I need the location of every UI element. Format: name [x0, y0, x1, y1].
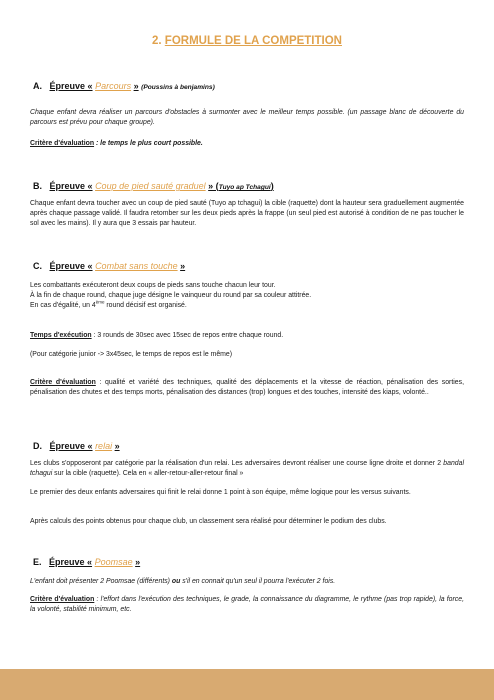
section-e-criteria	[30, 595, 464, 615]
section-a-note: (Poussins à benjamins)	[141, 84, 215, 91]
section-e-suffix: »	[135, 557, 141, 567]
section-a-name: Parcours	[95, 81, 132, 91]
section-d-suffix: »	[114, 441, 120, 451]
section-e-paragraph	[30, 577, 464, 587]
section-d-name: relai	[95, 441, 113, 451]
section-b-suffix: » (	[208, 181, 219, 191]
section-d-prefix: Épreuve «	[49, 441, 93, 451]
section-b-note-end: )	[270, 181, 274, 191]
section-d-paragraph-2: Le premier des deux enfants adversaires qui finit le relai donne 1 point à son équipe, même logique pour les versus suivants.	[30, 489, 411, 496]
section-c-paragraph-2: À la fin de chaque round, chaque juge désigne le vainqueur du round par sa couleur attitrée.	[30, 292, 312, 299]
section-c-p3-b: round décisif est organisé.	[104, 302, 187, 309]
section-b-letter: B.	[33, 181, 42, 191]
section-c-prefix: Épreuve «	[49, 261, 93, 271]
section-b-paragraph: Chaque enfant devra toucher avec un coup de pied sauté (Tuyo ap tchagui) la cible (raquette) dont la hauteur sera graduellement augmentée après chaque passage validé. Il faudra retomber sur les deux pieds après la frappe (un seul pied est autorisé à condition de ne pas toucher le sol avec les mains). Il y aura que 3 essais par hauteur.	[30, 200, 464, 227]
section-c-criteria-text: : qualité et variété des techniques, qualité des déplacements et la vitesse de réaction, pénalisation des sorties, pénalisation des chutes et des temps morts, pénalisation des distances (trop) longues et des touches, intensité des kiaps, volonté..	[30, 379, 464, 396]
section-c-paragraph-1: Les combattants exécuteront deux coups de pieds sans touche chacun leur tour.	[30, 282, 276, 289]
section-e-p1-bold: ou	[171, 578, 181, 585]
section-c-junior: (Pour catégorie junior -> 3x45sec, le temps de repos est le même)	[30, 351, 233, 358]
section-b-heading	[33, 180, 274, 193]
section-a-letter: A.	[33, 81, 42, 91]
section-e-name: Poomsae	[94, 557, 133, 567]
section-e-prefix: Épreuve «	[49, 557, 93, 567]
section-c-p3-sup: ème	[95, 299, 105, 305]
section-e-criteria-label: Critère d'évaluation	[30, 596, 95, 603]
title-number: 2.	[152, 35, 162, 47]
section-c-time	[30, 331, 464, 341]
section-e-p1-c: s'il en connait qu'un seul il pourra l'exécuter 2 fois.	[180, 578, 336, 585]
section-c-criteria	[30, 378, 464, 398]
section-b-prefix: Épreuve «	[49, 181, 93, 191]
section-a-suffix: »	[133, 81, 139, 91]
section-c-paragraph-3	[30, 301, 464, 311]
section-e-p1-a: L'enfant doit présenter 2 Poomsae (différents)	[30, 578, 172, 585]
section-d-heading	[33, 440, 120, 453]
section-a-heading	[33, 80, 215, 93]
section-d-p1-a: Les clubs s'opposeront par catégorie par la réalisation d'un relai. Les adversaires devront réaliser une course ligne droite et donner 2	[30, 460, 444, 467]
section-b-name: Coup de pied sauté graduel	[95, 181, 206, 191]
page-title	[0, 33, 494, 50]
section-d-p1-b: sur la cible (raquette). Cela en « aller-retour-aller-retour final »	[52, 470, 244, 477]
section-a-criteria-text: : le temps le plus court possible.	[94, 140, 203, 147]
section-c-heading	[33, 260, 185, 273]
section-a-prefix: Épreuve «	[49, 81, 93, 91]
section-c-name: Combat sans touche	[95, 261, 178, 271]
section-d-letter: D.	[33, 441, 42, 451]
section-c-suffix: »	[180, 261, 186, 271]
section-c-letter: C.	[33, 261, 42, 271]
footer-band	[0, 669, 494, 700]
section-a-criteria	[30, 139, 464, 149]
section-a-paragraph: Chaque enfant devra réaliser un parcours d'obstacles à surmonter avec le meilleur temps possible. (un passage blanc de découverte du parcours est prévu pour chaque groupe).	[30, 109, 464, 126]
title-text: FORMULE DE LA COMPETITION	[164, 35, 342, 47]
section-c-p3-a: En cas d'égalité, un 4	[30, 302, 96, 309]
section-e-criteria-text: : l'effort dans l'exécution des techniques, le grade, la connaissance du diagramme, le rythme (pas trop rapide), la force, la volonté, stabilité minimum, etc.	[30, 596, 464, 613]
section-a-criteria-label: Critère d'évaluation	[30, 140, 95, 147]
section-c-time-label: Temps d'exécution	[30, 332, 92, 339]
section-b-note: Tuyo ap Tchagui	[218, 184, 271, 191]
section-e-letter: E.	[33, 557, 42, 567]
section-d-p1-italic: bandal tchagui	[30, 460, 464, 477]
section-c-criteria-label: Critère d'évaluation	[30, 379, 96, 386]
section-d-paragraph-1	[30, 459, 464, 479]
section-c-time-text: : 3 rounds de 30sec avec 15sec de repos entre chaque round.	[91, 332, 284, 339]
section-d-paragraph-3: Après calculs des points obtenus pour chaque club, un classement sera réalisé pour déterminer le podium des clubs.	[30, 518, 387, 525]
section-e-heading	[33, 556, 140, 569]
